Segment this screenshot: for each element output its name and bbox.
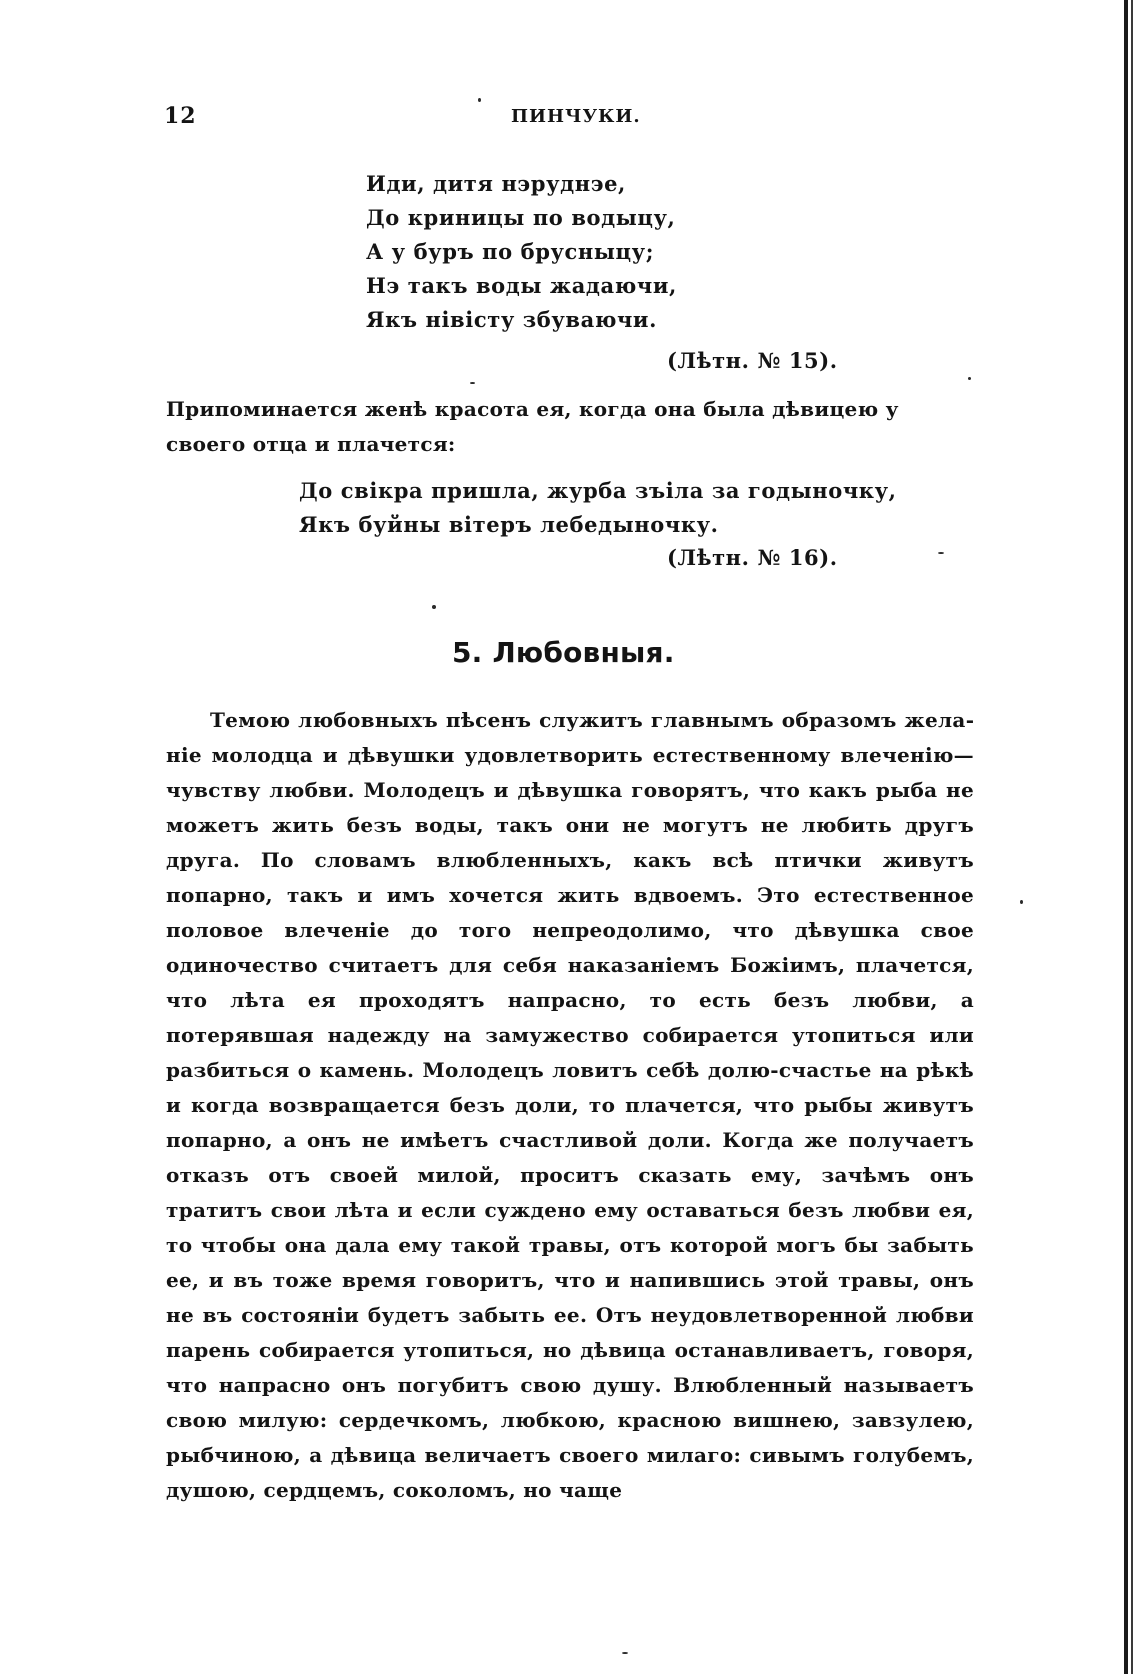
verse-line: А у буръ по брусныцу; bbox=[366, 239, 655, 264]
verse-line: Иди, дитя нэруднэе, bbox=[366, 171, 626, 196]
running-head: ПИНЧУКИ. bbox=[511, 106, 641, 127]
verse-line: До криницы по водыцу, bbox=[366, 205, 676, 230]
scan-speck bbox=[432, 605, 436, 609]
verse-line: До свікра пришла, журба зъіла за годыночку, bbox=[299, 478, 897, 503]
scan-speck bbox=[622, 1652, 628, 1654]
scan-speck bbox=[478, 98, 481, 102]
verse-block-2 bbox=[299, 474, 897, 542]
verse-line: Нэ такъ воды жадаючи, bbox=[366, 273, 677, 298]
scan-speck bbox=[938, 552, 944, 554]
verse-line: Якъ нівісту збуваючи. bbox=[366, 307, 658, 332]
scan-speck bbox=[470, 382, 475, 384]
verse-line: Якъ буйны вітеръ лебедыночку. bbox=[299, 512, 719, 537]
scan-speck bbox=[1020, 900, 1023, 904]
scan-edge-shadow bbox=[1124, 0, 1128, 1674]
page-number: 12 bbox=[164, 103, 197, 129]
verse-citation-1: (Лѣтн. № 15). bbox=[667, 348, 838, 373]
scan-speck bbox=[968, 377, 971, 380]
section-heading: 5. Любовныя. bbox=[452, 636, 675, 669]
verse-block-1 bbox=[366, 167, 677, 337]
verse-citation-2: (Лѣтн. № 16). bbox=[667, 545, 838, 570]
scan-edge-line bbox=[1131, 0, 1133, 1674]
intro-paragraph: Припоминается женѣ красота ея, когда она была дѣвицею у своего отца и плачется: bbox=[166, 397, 899, 456]
main-paragraph: Темою любовныхъ пѣсенъ служитъ главнымъ образомъ желаніе молодца и дѣвушки удовлетворить естественному влеченію— чувству любви. Молодецъ и дѣвушка говорятъ, что какъ рыба не можетъ жить безъ воды, такъ они не могутъ не любить другъ друга. По словамъ влюбленныхъ, какъ всѣ птички живутъ попарно, такъ и имъ хочется жить вдвоемъ. Это естественное половое влеченіе до того непреодолимо, что дѣвушка свое одиночество считаетъ для себя наказаніемъ Божіимъ, плачется, что лѣта ея проходятъ напрасно, то есть безъ любви, а потерявшая надежду на замужество собирается утопиться или разбиться о камень. Молодецъ ловитъ себѣ долю-счастье на рѣкѣ и когда возвращается безъ доли, то плачется, что рыбы живутъ попарно, а онъ не имѣетъ счастливой доли. Когда же получаетъ отказъ отъ своей милой, проситъ сказать ему, зачѣмъ онъ тратитъ свои лѣта и если суждено ему оставаться безъ любви ея, то чтобы она дала ему такой травы, отъ которой могъ бы забыть ее, и въ тоже время говоритъ, что и напившись этой травы, онъ не въ состояніи будетъ забыть ее. Отъ неудовлетворенной любви парень собирается утопиться, но дѣвица останавливаетъ, говоря, что напрасно онъ погубитъ свою душу. Влюбленный называетъ свою милую: сердечкомъ, любкою, красною вишнею, завзулею, рыбчиною, а дѣвица величаетъ своего милаго: сивымъ голубемъ, душою, сердцемъ, соколомъ, но чаще bbox=[166, 708, 974, 1502]
